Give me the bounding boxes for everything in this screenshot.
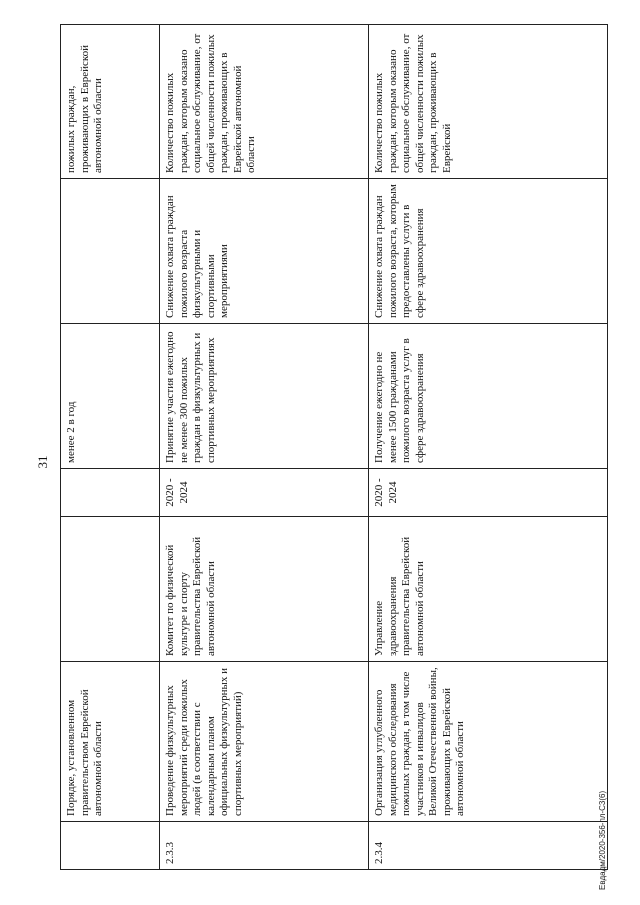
row-number <box>61 822 160 870</box>
action-cell: Организация углубленного медицинского обследования пожилых граждан, в том числе участников и инвалидов Великой Отечественной войны, проживающих в Еврейской автономной области <box>369 662 608 822</box>
table-row <box>369 25 608 870</box>
period-cell: 2020 - 2024 <box>369 469 608 517</box>
table-row <box>160 25 369 870</box>
consequence-cell: Снижение охвата граждан пожилого возраста, которым предоставлены услуги в сфере здравоохранения <box>369 179 608 324</box>
indicator-cell: Количество пожилых граждан, которым оказано социальное обслуживание, от общей численности пожилых граждан, проживающих в Еврейской автономной области <box>160 25 369 179</box>
document-code: Евдадм/2020-356-пл-С3(6) <box>598 790 607 890</box>
result-cell: менее 2 в год <box>61 324 160 469</box>
row-number: 2.3.4 <box>369 822 608 870</box>
period-cell <box>61 469 160 517</box>
table-row <box>61 25 160 870</box>
result-cell: Принятие участия ежегодно не менее 300 пожилых граждан в физкультурных и спортивных мероприятиях <box>160 324 369 469</box>
action-cell: Проведение физкультурных мероприятий среди пожилых людей (в соответствии с календарным планом официальных физкультурных и спортивных мероприятий) <box>160 662 369 822</box>
consequence-cell: Снижение охвата граждан пожилого возраста физкультурными и спортивными мероприятиями <box>160 179 369 324</box>
indicator-cell: пожилых граждан, проживающих в Еврейской автономной области <box>61 25 160 179</box>
executor-cell <box>61 517 160 662</box>
program-table <box>60 24 608 870</box>
row-number: 2.3.3 <box>160 822 369 870</box>
indicator-cell: Количество пожилых граждан, которым оказано социальное обслуживание, от общей численности пожилых граждан, проживающих в Еврейской <box>369 25 608 179</box>
page-number: 31 <box>35 455 50 469</box>
executor-cell: Комитет по физической культуре и спорту правительства Еврейской автономной области <box>160 517 369 662</box>
result-cell: Получение ежегодно не менее 1500 гражданами пожилого возраста услуг в сфере здравоохранения <box>369 324 608 469</box>
period-cell: 2020 - 2024 <box>160 469 369 517</box>
rotated-page <box>35 25 615 870</box>
action-cell: Порядке, установленном правительством Еврейской автономной области <box>61 662 160 822</box>
executor-cell: Управление здравоохранения правительства Еврейской автономной области <box>369 517 608 662</box>
consequence-cell <box>61 179 160 324</box>
